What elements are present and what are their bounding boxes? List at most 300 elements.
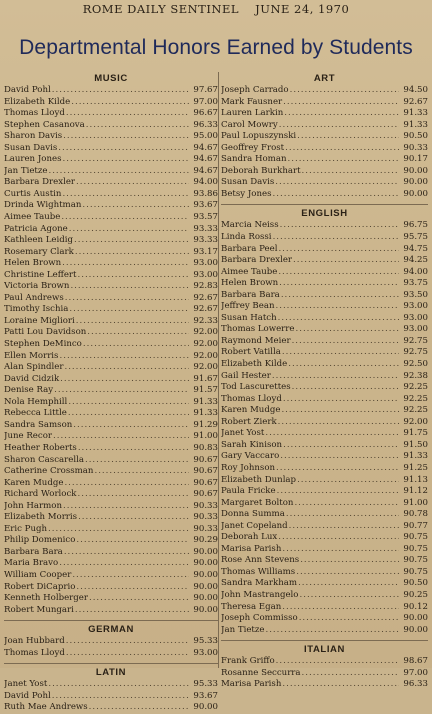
- leader-dots: [297, 131, 399, 143]
- student-name: Robert DiCaprio: [4, 581, 76, 592]
- student-name: Linda Rossi: [221, 232, 272, 243]
- student-score: 92.00: [193, 362, 218, 373]
- student-score: 91.33: [193, 408, 218, 419]
- student-name: Thomas Lloyd: [221, 393, 282, 404]
- student-score: 91.33: [403, 119, 428, 130]
- student-name: Curtis Austin: [4, 188, 62, 199]
- honor-entry: [221, 154, 428, 166]
- student-name: Roy Johnson: [221, 462, 276, 473]
- student-name: Thomas Williams: [221, 566, 296, 577]
- student-score: 90.67: [193, 454, 218, 465]
- honor-entry: [4, 512, 218, 524]
- honor-entry: [4, 189, 218, 201]
- student-score: 96.75: [403, 220, 428, 231]
- leader-dots: [76, 316, 189, 328]
- student-name: Helen Brown: [4, 258, 62, 269]
- honor-entry: [4, 385, 218, 397]
- leader-dots: [296, 567, 399, 579]
- section-divider: [221, 640, 428, 641]
- honor-entry: [221, 244, 428, 256]
- student-score: 92.67: [193, 292, 218, 303]
- leader-dots: [62, 258, 189, 270]
- student-name: Lauren Larkin: [221, 108, 284, 119]
- student-score: 93.17: [193, 246, 218, 257]
- masthead: [0, 2, 432, 18]
- leader-dots: [48, 679, 189, 691]
- honor-entry: [4, 327, 218, 339]
- honor-entry: [4, 593, 218, 605]
- student-score: 90.00: [193, 569, 218, 580]
- honor-entry: [221, 590, 428, 602]
- honor-entry: [4, 235, 218, 247]
- student-score: 91.33: [403, 451, 428, 462]
- leader-dots: [76, 582, 189, 594]
- student-score: 90.83: [193, 442, 218, 453]
- honor-entry: [221, 120, 428, 132]
- honor-entry: [221, 382, 428, 394]
- student-name: Christine Leffert: [4, 269, 77, 280]
- student-score: 90.33: [403, 142, 428, 153]
- leader-dots: [63, 501, 189, 513]
- honor-entry: [221, 532, 428, 544]
- honor-entry: [221, 97, 428, 109]
- leader-dots: [94, 466, 189, 478]
- student-name: Frank Griffo: [221, 656, 275, 667]
- leader-dots: [77, 270, 189, 282]
- student-name: Drinda Wightman: [4, 200, 82, 211]
- student-score: 92.75: [403, 347, 428, 358]
- student-name: Ruth Mae Andrews: [4, 702, 88, 713]
- student-score: 93.00: [193, 269, 218, 280]
- student-name: Aimee Taube: [221, 266, 278, 277]
- student-score: 92.33: [193, 315, 218, 326]
- student-name: Barbara Peel: [221, 243, 278, 254]
- student-score: 90.17: [403, 154, 428, 165]
- student-score: 90.75: [403, 566, 428, 577]
- student-name: Alan Spindler: [4, 362, 64, 373]
- section-title: LATIN: [95, 667, 127, 679]
- section-italian: [221, 643, 428, 691]
- honor-entry: [4, 339, 218, 351]
- leader-dots: [69, 304, 189, 316]
- leader-dots: [281, 290, 399, 302]
- honor-entry: [4, 547, 218, 559]
- student-name: Robert Vatilla: [221, 347, 281, 358]
- student-name: Robert Zierk: [221, 416, 277, 427]
- student-score: 94.50: [403, 85, 428, 95]
- student-name: Rebecca Little: [4, 408, 67, 419]
- student-name: Jan Tietze: [221, 624, 265, 635]
- honor-entry: [4, 466, 218, 478]
- leader-dots: [63, 131, 189, 143]
- leader-dots: [75, 605, 189, 617]
- student-score: 90.75: [403, 555, 428, 566]
- honor-entry: [221, 177, 428, 189]
- student-name: Sharon Cascarella: [4, 454, 84, 465]
- student-score: 93.57: [193, 212, 218, 223]
- honor-entry: [4, 166, 218, 178]
- section-english: [221, 207, 428, 636]
- leader-dots: [275, 177, 399, 189]
- leader-dots: [76, 535, 189, 547]
- honor-entry: [4, 108, 218, 120]
- honor-entry: [4, 281, 218, 293]
- honor-entry: [4, 212, 218, 224]
- student-name: Aimee Taube: [4, 212, 61, 223]
- student-score: 90.00: [193, 546, 218, 557]
- honor-entry: [221, 336, 428, 348]
- student-score: 92.67: [403, 96, 428, 107]
- student-name: Elizabeth Kilde: [221, 359, 288, 370]
- student-name: Elizabeth Dunlap: [221, 474, 297, 485]
- leader-dots: [59, 558, 189, 570]
- student-name: Paul Andrews: [4, 292, 64, 303]
- student-name: Betsy Jones: [221, 188, 272, 199]
- honor-entry: [4, 97, 218, 109]
- leader-dots: [279, 278, 399, 290]
- student-name: Patricia Agone: [4, 223, 68, 234]
- honor-entry: [221, 313, 428, 325]
- student-score: 94.75: [403, 243, 428, 254]
- honor-entry: [221, 521, 428, 533]
- leader-dots: [65, 293, 189, 305]
- honor-entry: [221, 267, 428, 279]
- student-score: 95.00: [193, 131, 218, 142]
- honor-entry: [221, 301, 428, 313]
- leader-dots: [66, 108, 189, 120]
- student-name: Maria Bravo: [4, 558, 59, 569]
- leader-dots: [280, 220, 399, 232]
- honor-entry: [4, 131, 218, 143]
- student-score: 92.25: [403, 405, 428, 416]
- student-score: 93.00: [403, 301, 428, 312]
- honor-entry: [221, 625, 428, 637]
- student-score: 93.33: [193, 235, 218, 246]
- student-score: 94.67: [193, 154, 218, 165]
- honor-entry: [221, 567, 428, 579]
- student-score: 90.12: [403, 601, 428, 612]
- section-title: ENGLISH: [301, 208, 348, 220]
- honor-entry: [4, 420, 218, 432]
- leader-dots: [54, 385, 189, 397]
- student-score: 91.67: [193, 373, 218, 384]
- section-title: GERMAN: [88, 624, 134, 636]
- leader-dots: [52, 85, 189, 97]
- student-name: David Pohl: [4, 690, 51, 701]
- leader-dots: [302, 166, 399, 178]
- student-score: 91.50: [403, 439, 428, 450]
- student-name: Thomas Lloyd: [4, 647, 65, 658]
- student-score: 90.00: [403, 177, 428, 188]
- leader-dots: [48, 524, 189, 536]
- student-score: 94.25: [403, 255, 428, 266]
- student-score: 90.33: [193, 500, 218, 511]
- leader-dots: [288, 359, 399, 371]
- honor-entry: [4, 478, 218, 490]
- honor-entry: [221, 108, 428, 120]
- honor-entry: [4, 408, 218, 420]
- honor-entry: [221, 578, 428, 590]
- student-name: Rosanne Seccurra: [221, 667, 301, 678]
- honor-entry: [4, 304, 218, 316]
- student-name: John Harmon: [4, 500, 63, 511]
- leader-dots: [282, 544, 399, 556]
- student-score: 93.33: [193, 223, 218, 234]
- leader-dots: [284, 108, 399, 120]
- student-score: 91.00: [403, 497, 428, 508]
- honor-entry: [221, 405, 428, 417]
- leader-dots: [52, 691, 189, 703]
- section-title: MUSIC: [94, 73, 128, 84]
- student-name: Elizabeth Kilde: [4, 96, 71, 107]
- honor-entry: [4, 85, 218, 97]
- student-name: Thomas Lloyd: [4, 108, 65, 119]
- leader-dots: [294, 498, 399, 510]
- section-music: [4, 72, 218, 616]
- student-score: 90.25: [403, 589, 428, 600]
- student-name: Paul Lopuszynski: [221, 131, 297, 142]
- student-score: 92.67: [193, 304, 218, 315]
- student-name: Ellen Morris: [4, 350, 59, 361]
- honor-entry: [4, 501, 218, 513]
- student-score: 90.00: [193, 604, 218, 615]
- student-score: 98.67: [403, 656, 428, 667]
- student-name: Gail Hester: [221, 370, 271, 381]
- honor-entry: [4, 362, 218, 374]
- student-score: 91.29: [193, 419, 218, 430]
- leader-dots: [289, 521, 399, 533]
- leader-dots: [276, 656, 399, 668]
- honor-entry: [221, 475, 428, 487]
- publication-date: JUNE 24, 1970: [255, 2, 350, 16]
- honor-entry: [4, 535, 218, 547]
- student-score: 93.00: [193, 258, 218, 269]
- student-score: 90.77: [403, 520, 428, 531]
- honor-entry: [221, 679, 428, 691]
- honor-entry: [4, 605, 218, 617]
- honor-entry: [221, 189, 428, 201]
- honor-entry: [4, 120, 218, 132]
- leader-dots: [283, 394, 399, 406]
- student-name: Lauren Jones: [4, 154, 62, 165]
- newspaper-name: ROME DAILY SENTINEL: [82, 2, 239, 16]
- section-title: ART: [313, 73, 336, 84]
- student-name: Thomas Lowerre: [221, 324, 295, 335]
- student-score: 92.00: [193, 327, 218, 338]
- leader-dots: [69, 224, 189, 236]
- student-score: 90.50: [403, 578, 428, 589]
- student-name: Philip Domenico: [4, 535, 76, 546]
- leader-dots: [276, 463, 399, 475]
- student-name: Nola Hemphill: [4, 396, 68, 407]
- honor-entry: [221, 290, 428, 302]
- right-column: [218, 72, 428, 690]
- student-name: Richard Worlock: [4, 489, 77, 500]
- student-name: Marcia Neiss: [221, 220, 279, 231]
- honor-entry: [221, 428, 428, 440]
- section-latin: [4, 666, 218, 714]
- honor-entry: [221, 232, 428, 244]
- leader-dots: [278, 417, 399, 429]
- student-name: Loraine Migliori: [4, 315, 75, 326]
- student-score: 93.75: [403, 278, 428, 289]
- student-score: 90.67: [193, 477, 218, 488]
- leader-dots: [82, 200, 189, 212]
- student-score: 97.00: [403, 667, 428, 678]
- leader-dots: [300, 555, 399, 567]
- leader-dots: [53, 431, 189, 443]
- student-score: 90.67: [193, 489, 218, 500]
- student-name: Gary Vaccaro: [221, 451, 280, 462]
- student-score: 90.75: [403, 543, 428, 554]
- leader-dots: [64, 362, 189, 374]
- honor-entry: [4, 397, 218, 409]
- honor-entry: [4, 224, 218, 236]
- student-score: 90.00: [193, 558, 218, 569]
- leader-dots: [66, 648, 189, 660]
- student-name: Stephen Casanova: [4, 119, 85, 130]
- student-name: Marisa Parish: [221, 543, 282, 554]
- student-score: 90.00: [193, 581, 218, 592]
- leader-dots: [273, 232, 399, 244]
- leader-dots: [281, 405, 399, 417]
- leader-dots: [299, 590, 399, 602]
- leader-dots: [293, 255, 399, 267]
- honor-entry: [221, 371, 428, 383]
- student-score: 96.33: [403, 679, 428, 690]
- leader-dots: [66, 636, 189, 648]
- student-score: 93.00: [403, 312, 428, 323]
- honor-entry: [221, 417, 428, 429]
- student-name: Mark Fausner: [221, 96, 283, 107]
- student-score: 94.67: [193, 142, 218, 153]
- honor-entry: [4, 431, 218, 443]
- leader-dots: [282, 679, 399, 691]
- left-column: [4, 72, 218, 714]
- section-divider: [4, 663, 218, 664]
- leader-dots: [76, 177, 189, 189]
- honor-entry: [4, 524, 218, 536]
- student-score: 92.38: [403, 370, 428, 381]
- honor-entry: [4, 570, 218, 582]
- student-score: 92.00: [403, 416, 428, 427]
- honor-entry: [4, 455, 218, 467]
- student-name: Tod Lascurettes: [221, 382, 291, 393]
- honor-entry: [221, 359, 428, 371]
- student-name: Sandra Markham: [221, 578, 298, 589]
- student-name: Jan Tietze: [4, 165, 48, 176]
- student-name: Robert Mungari: [4, 604, 74, 615]
- leader-dots: [89, 593, 189, 605]
- student-name: Barbara Bara: [4, 546, 63, 557]
- student-score: 92.00: [193, 350, 218, 361]
- section-divider: [221, 204, 428, 205]
- student-name: Patti Lou Davidson: [4, 327, 87, 338]
- leader-dots: [265, 625, 399, 637]
- student-name: Heather Roberts: [4, 442, 77, 453]
- student-score: 92.25: [403, 393, 428, 404]
- student-name: Joseph Carrado: [221, 85, 289, 95]
- leader-dots: [277, 486, 399, 498]
- student-score: 93.50: [403, 289, 428, 300]
- student-name: Barbara Bara: [221, 289, 280, 300]
- student-name: Sandra Samson: [4, 419, 73, 430]
- student-score: 92.50: [403, 359, 428, 370]
- student-name: Joan Hubbard: [4, 636, 65, 647]
- student-score: 95.33: [193, 679, 218, 690]
- leader-dots: [286, 509, 399, 521]
- honor-entry: [221, 440, 428, 452]
- student-name: June Recor: [4, 431, 52, 442]
- leader-dots: [285, 143, 399, 155]
- student-name: Susan Davis: [4, 142, 58, 153]
- leader-dots: [275, 301, 399, 313]
- student-score: 92.83: [193, 281, 218, 292]
- honor-entry: [221, 486, 428, 498]
- student-name: David Pohl: [4, 85, 51, 95]
- student-name: Sandra Homan: [221, 154, 287, 165]
- leader-dots: [75, 247, 189, 259]
- honor-entry: [4, 293, 218, 305]
- leader-dots: [290, 85, 399, 97]
- student-score: 90.50: [403, 131, 428, 142]
- leader-dots: [68, 408, 189, 420]
- student-name: Stephen DeMinco: [4, 339, 82, 350]
- student-score: 93.67: [193, 690, 218, 701]
- leader-dots: [64, 478, 189, 490]
- leader-dots: [278, 313, 399, 325]
- student-name: Raymond Meier: [221, 335, 291, 346]
- student-score: 96.67: [193, 108, 218, 119]
- honor-entry: [4, 636, 218, 648]
- student-name: Karen Mudge: [221, 405, 281, 416]
- leader-dots: [288, 154, 400, 166]
- student-name: Jeffrey Bean: [221, 301, 275, 312]
- student-name: Donna Summa: [221, 509, 285, 520]
- student-name: Paula Fricke: [221, 486, 276, 497]
- student-name: Barbara Drexler: [4, 177, 76, 188]
- student-score: 91.33: [193, 396, 218, 407]
- student-name: Sharon Davis: [4, 131, 63, 142]
- honor-entry: [4, 582, 218, 594]
- leader-dots: [62, 154, 189, 166]
- honor-entry: [221, 166, 428, 178]
- student-score: 90.00: [403, 613, 428, 624]
- student-name: Janet Copeland: [221, 520, 288, 531]
- leader-dots: [78, 489, 189, 501]
- leader-dots: [295, 324, 399, 336]
- student-name: Timothy Ischia: [4, 304, 69, 315]
- leader-dots: [282, 602, 399, 614]
- leader-dots: [71, 97, 189, 109]
- leader-dots: [83, 339, 189, 351]
- student-name: Catherine Crossman: [4, 466, 94, 477]
- student-name: Sarah Kinison: [221, 439, 283, 450]
- leader-dots: [74, 235, 189, 247]
- student-name: Joseph Commisso: [221, 613, 298, 624]
- student-name: Carol Mowry: [221, 119, 278, 130]
- honor-entry: [4, 489, 218, 501]
- honor-entry: [221, 278, 428, 290]
- student-score: 94.67: [193, 165, 218, 176]
- student-score: 94.00: [193, 177, 218, 188]
- student-name: Kenneth Holberger: [4, 593, 88, 604]
- honor-entry: [221, 324, 428, 336]
- honor-entry: [4, 443, 218, 455]
- student-score: 90.00: [403, 624, 428, 635]
- honor-entry: [221, 668, 428, 680]
- student-score: 97.67: [193, 85, 218, 95]
